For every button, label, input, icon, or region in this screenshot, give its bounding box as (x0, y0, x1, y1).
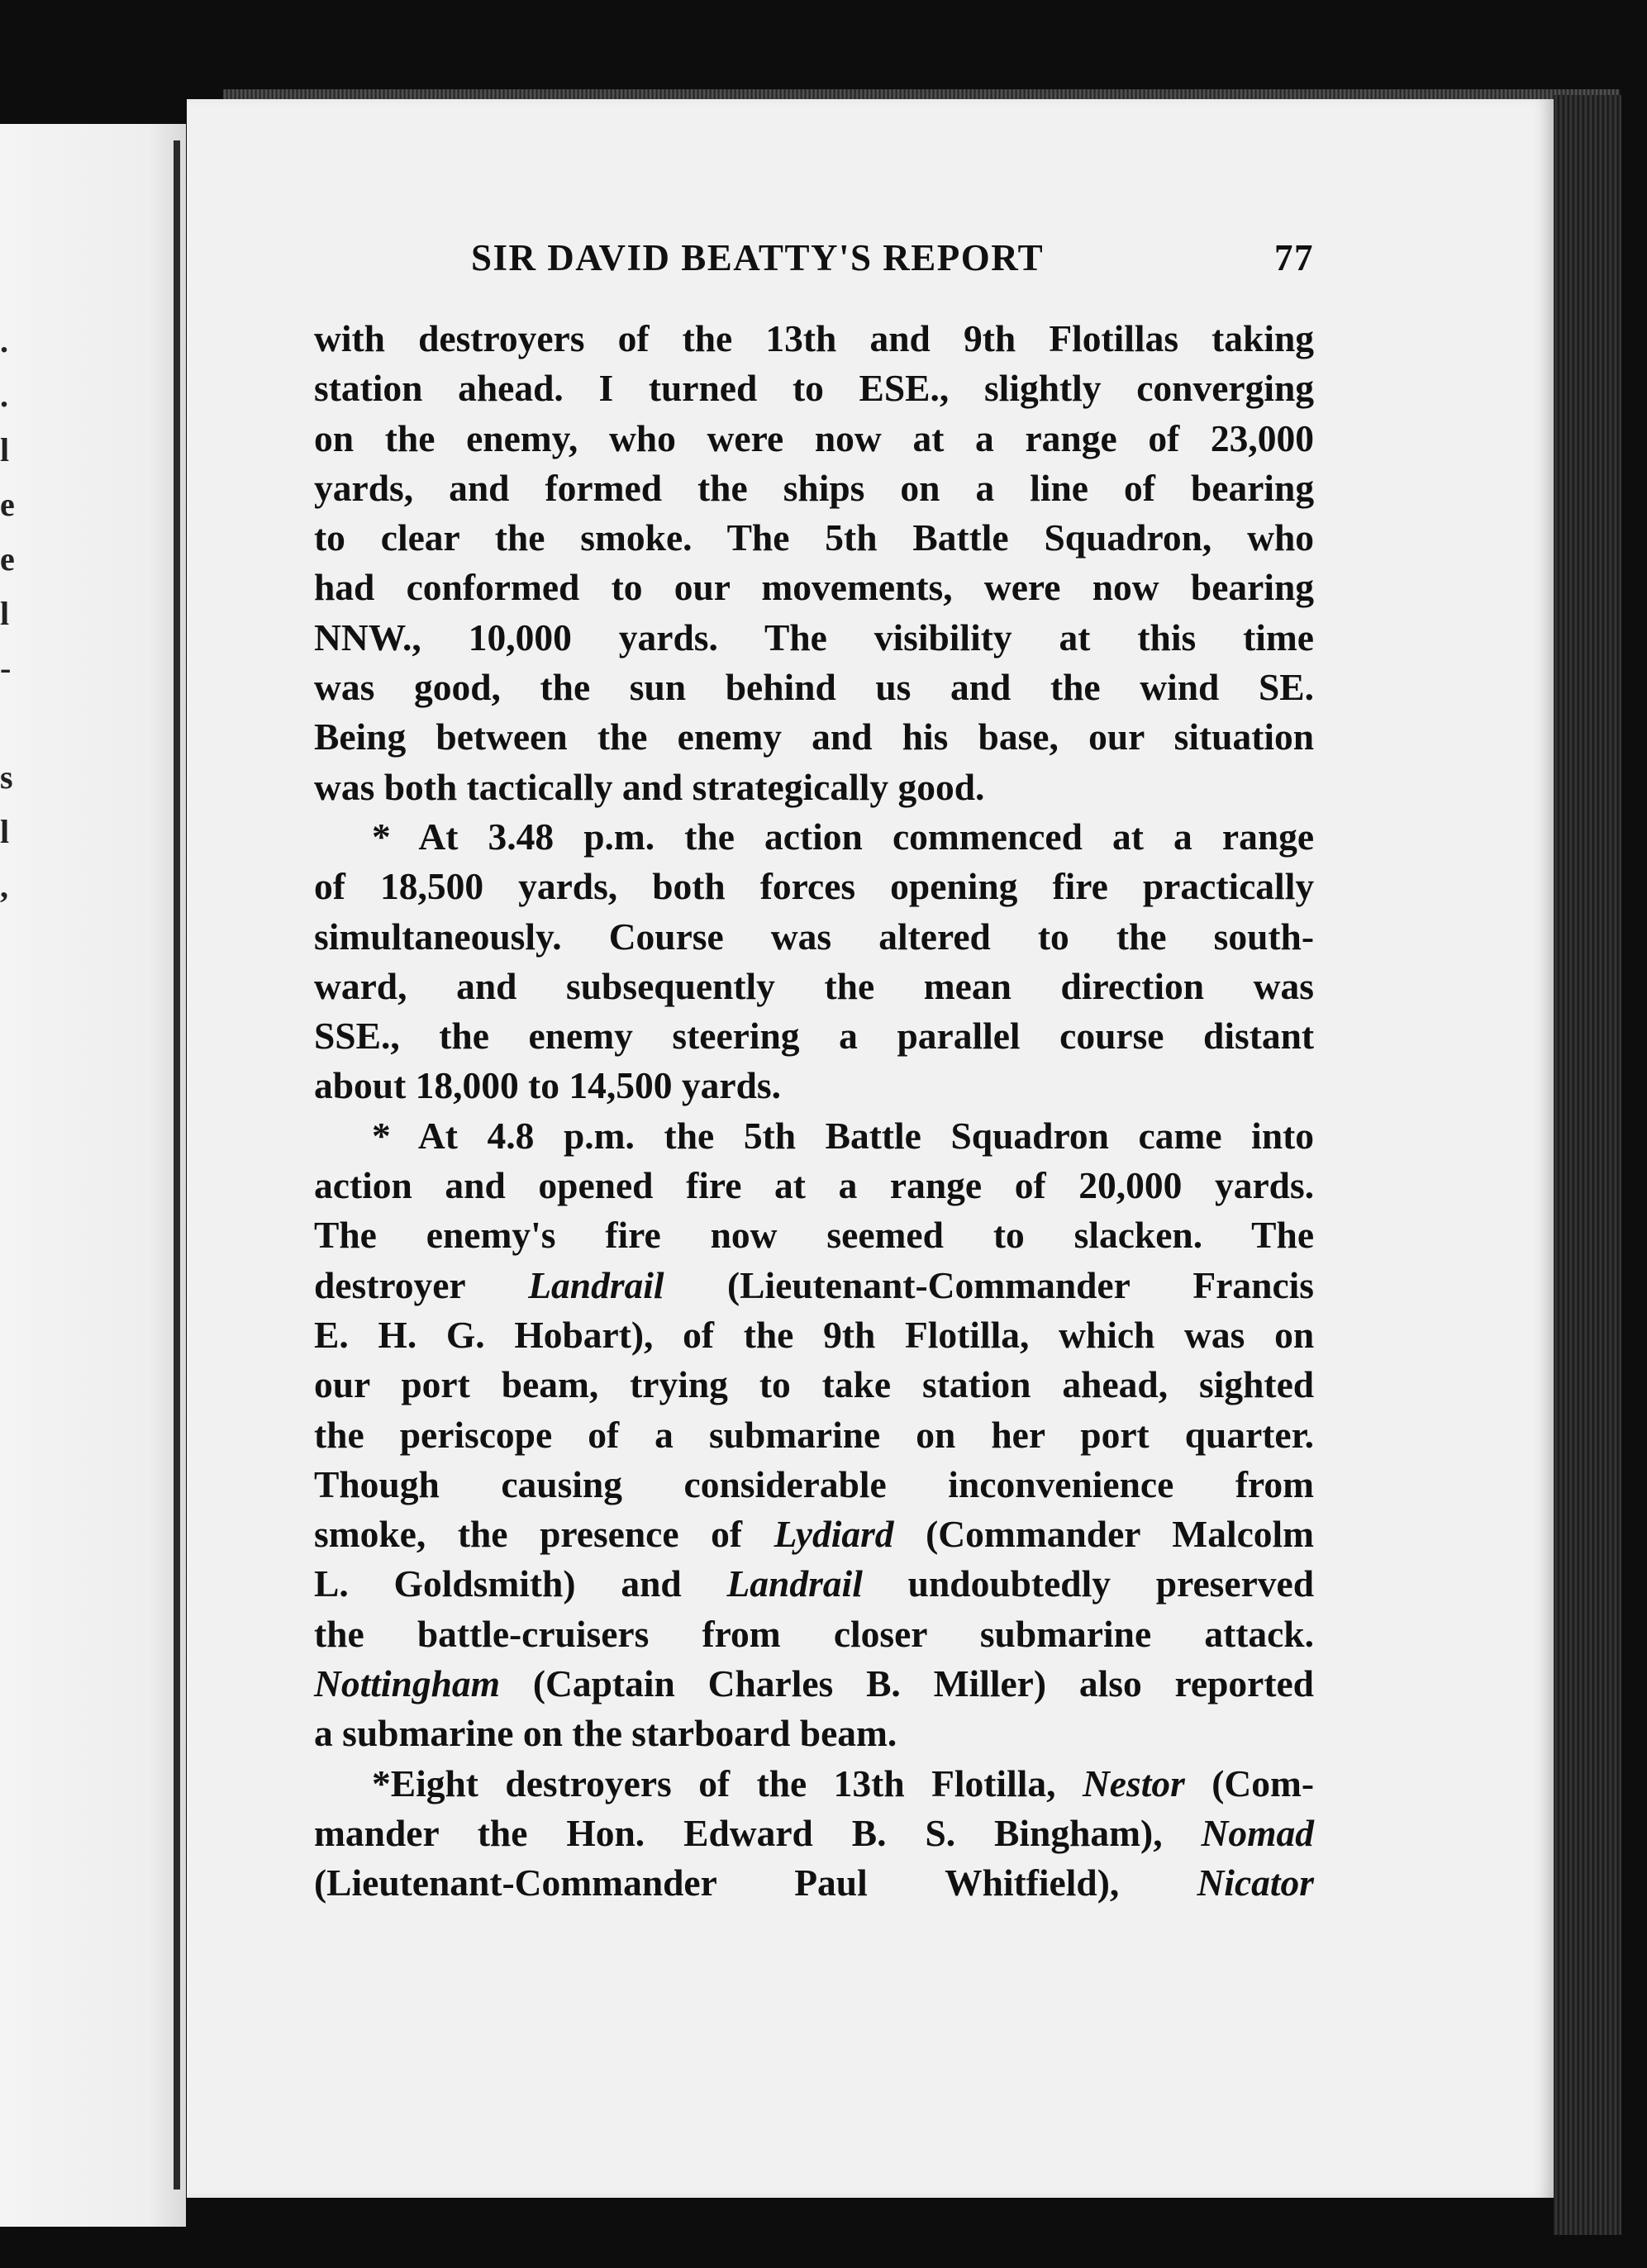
text-line: had conformed to our movements, were now bearing (314, 566, 1315, 609)
facing-mark: - (0, 649, 12, 687)
facing-mark: . (0, 322, 8, 359)
facing-mark: . (0, 377, 8, 414)
facing-mark: l (0, 595, 10, 632)
text-line: SSE., the enemy steering a parallel course distant (314, 1015, 1315, 1058)
text-line: Being between the enemy and his base, our situation (314, 716, 1315, 758)
body-text (314, 314, 1314, 1909)
text-line: The enemy's fire now seemed to slacken. The (314, 1214, 1315, 1257)
text-line: station ahead. I turned to ESE., slightly converging (314, 367, 1315, 410)
text-line: of 18,500 yards, both forces opening fire practically (314, 865, 1315, 908)
text-line: action and opened fire at a range of 20,000 yards. (314, 1164, 1315, 1207)
text-line: ward, and subsequently the mean direction was (314, 964, 1314, 1007)
text-line: a submarine on the starboard beam. (314, 1712, 897, 1755)
facing-mark: , (0, 868, 8, 905)
text-line: the battle-cruisers from closer submarine attack. (314, 1612, 1314, 1655)
text-line: yards, and formed the ships on a line of bearing (314, 466, 1315, 509)
text-line: destroyer Landrail (Lieutenant-Commander Francis (314, 1263, 1315, 1306)
ship-name: Nomad (1201, 1811, 1314, 1854)
paragraph (314, 314, 1314, 812)
running-title: SIR DAVID BEATTY'S REPORT (471, 237, 1045, 278)
paragraph (314, 812, 1314, 1111)
text-line: to clear the smoke. The 5th Battle Squadron, who (314, 516, 1315, 559)
text-line: L. Goldsmith) and Landrail undoubtedly preserved (314, 1562, 1315, 1605)
ship-name: Landrail (528, 1263, 664, 1306)
facing-mark: s (0, 758, 13, 796)
text-line: Nottingham (Captain Charles B. Miller) also reported (314, 1662, 1314, 1705)
text-line: Though causing considerable inconvenience from (314, 1462, 1315, 1505)
facing-mark: l (0, 813, 10, 850)
facing-mark: e (0, 540, 15, 578)
facing-mark: e (0, 486, 15, 523)
text-line: (Lieutenant-Commander Paul Whitfield), Nicator (314, 1861, 1314, 1904)
text-line: about 18,000 to 14,500 yards. (314, 1064, 782, 1107)
paragraph (314, 1759, 1314, 1909)
text-line: the periscope of a submarine on her port quarter. (314, 1413, 1315, 1456)
ship-name: Nicator (1197, 1861, 1314, 1904)
text-line: * At 3.48 p.m. the action commenced at a range (372, 815, 1315, 858)
text-line: NNW., 10,000 yards. The visibility at this time (314, 616, 1314, 659)
ship-name: Lydiard (774, 1513, 894, 1556)
page-number: 77 (1274, 237, 1314, 278)
facing-mark-gap (0, 696, 25, 750)
ship-name: Landrail (726, 1562, 863, 1605)
book-cover-edge (1554, 95, 1621, 2235)
text-line: was both tactically and strategically good. (314, 765, 985, 808)
text-line: smoke, the presence of Lydiard (Commander Malcolm (314, 1513, 1315, 1556)
facing-page (0, 124, 186, 2227)
text-line: E. H. G. Hobart), of the 9th Flotilla, which was on (314, 1313, 1315, 1356)
gutter-line (174, 140, 180, 2190)
ship-name: Nottingham (314, 1662, 501, 1705)
facing-page-marks (0, 314, 25, 914)
text-line: *Eight destroyers of the 13th Flotilla, Nestor (Com- (372, 1762, 1315, 1804)
text-line: with destroyers of the 13th and 9th Flotillas taking (314, 317, 1315, 359)
text-line: our port beam, trying to take station ahead, sighted (314, 1363, 1315, 1406)
facing-mark: l (0, 431, 10, 468)
text-line: on the enemy, who were now at a range of 23,000 (314, 416, 1315, 459)
text-line: * At 4.8 p.m. the 5th Battle Squadron came into (372, 1114, 1315, 1157)
text-line: simultaneously. Course was altered to the south- (314, 915, 1314, 958)
text-line: mander the Hon. Edward B. S. Bingham), Nomad (314, 1811, 1314, 1854)
page-header (471, 236, 1314, 286)
ship-name: Nestor (1082, 1762, 1185, 1804)
text-line: was good, the sun behind us and the wind SE. (314, 666, 1314, 709)
paragraph (314, 1111, 1314, 1759)
